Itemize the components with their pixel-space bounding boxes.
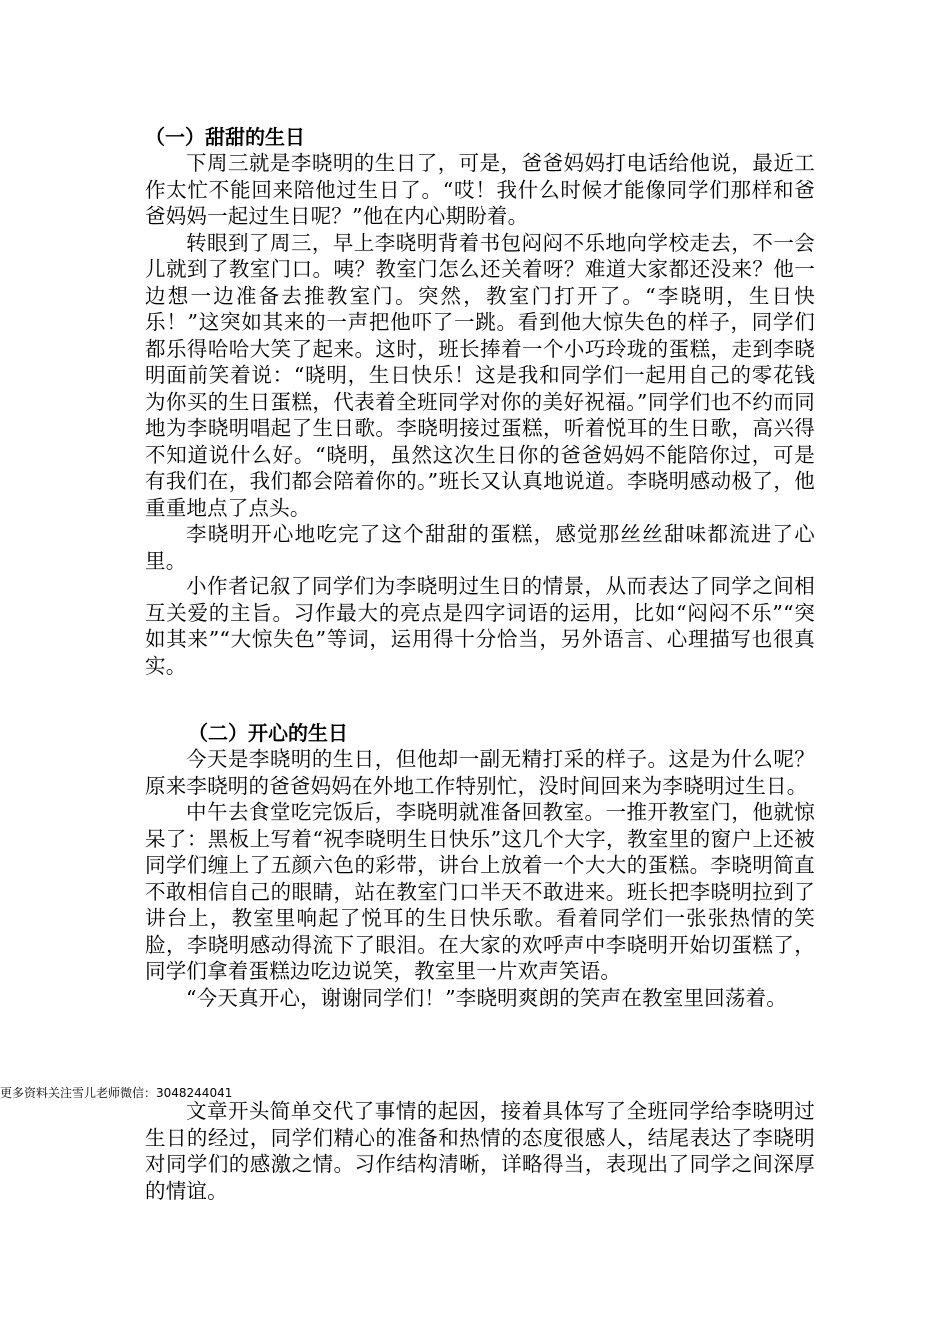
story-paragraph: 转眼到了周三，早上李晓明背着书包闷闷不乐地向学校走去，不一会儿就到了教室门口。咦？教室门怎么还关着呀？难道大家都还没来？他一边想一边准备去推教室门。突然，教室门打开了。“李晓明，生日快乐！”这突如其来的一声把他吓了一跳。看到他大惊失色的样子，同学们都乐得哈哈大笑了起来。这时，班长捧着一个小巧玲珑的蛋糕，走到李晓明面前笑着说：“晓明，生日快乐！这是我和同学们一起用自己的零花钱为你买的生日蛋糕，代表着全班同学对你的美好祝福。”同学们也不约而同地为李晓明唱起了生日歌。李晓明接过蛋糕，听着悦耳的生日歌，高兴得不知道说什么好。“晓明，虽然这次生日你的爸爸妈妈不能陪你过，可是有我们在，我们都会陪着你的。”班长又认真地说道。李晓明感动极了，他重重地点了点头。 <box>145 230 815 520</box>
comment-paragraph: 小作者记叙了同学们为李晓明过生日的情景，从而表达了同学之间相互关爱的主旨。习作最大的亮点是四字词语的运用，比如“闷闷不乐”“突如其来”“大惊失色”等词，运用得十分恰当，另外语言、心理描写也很真实。 <box>145 574 815 678</box>
story-paragraph: 今天是李晓明的生日，但他却一副无精打采的样子。这是为什么呢？原来李晓明的爸爸妈妈在外地工作特别忙，没时间回来为李晓明过生日。 <box>145 747 815 798</box>
section-1-story <box>145 150 815 574</box>
comment-paragraph: 文章开头简单交代了事情的起因，接着具体写了全班同学给李晓明过生日的经过，同学们精心的准备和热情的态度很感人，结尾表达了李晓明对同学们的感激之情。习作结构清晰，详略得当，表现出了同学之间深厚的情谊。 <box>145 1099 815 1203</box>
section-2-title: （二）开心的生日 <box>188 721 348 745</box>
section-1-title: （一）甜甜的生日 <box>145 125 305 149</box>
story-paragraph: 下周三就是李晓明的生日了，可是，爸爸妈妈打电话给他说，最近工作太忙不能回来陪他过生日了。“哎！我什么时候才能像同学们那样和爸爸妈妈一起过生日呢？”他在内心期盼着。 <box>145 151 815 228</box>
watermark-text: 更多资料关注雪儿老师微信：3048244041 <box>0 1086 233 1100</box>
story-paragraph: “今天真开心，谢谢同学们！”李晓明爽朗的笑声在教室里回荡着。 <box>186 985 787 1010</box>
story-paragraph: 中午去食堂吃完饭后，李晓明就准备回教室。一推开教室门，他就惊呆了：黑板上写着“祝李晓明生日快乐”这几个大字，教室里的窗户上还被同学们缠上了五颜六色的彩带，讲台上放着一个大大的蛋糕。李晓明简直不敢相信自己的眼睛，站在教室门口半天不敢进来。班长把李晓明拉到了讲台上，教室里响起了悦耳的生日快乐歌。看着同学们一张张热情的笑脸，李晓明感动得流下了眼泪。在大家的欢呼声中李晓明开始切蛋糕了，同学们拿着蛋糕边吃边说笑，教室里一片欢声笑语。 <box>145 800 815 983</box>
section-2-comment <box>145 1098 815 1204</box>
story-paragraph: 李晓明开心地吃完了这个甜甜的蛋糕，感觉那丝丝甜味都流进了心里。 <box>145 522 815 573</box>
section-1-comment <box>145 573 815 679</box>
section-2-story <box>145 746 815 1011</box>
